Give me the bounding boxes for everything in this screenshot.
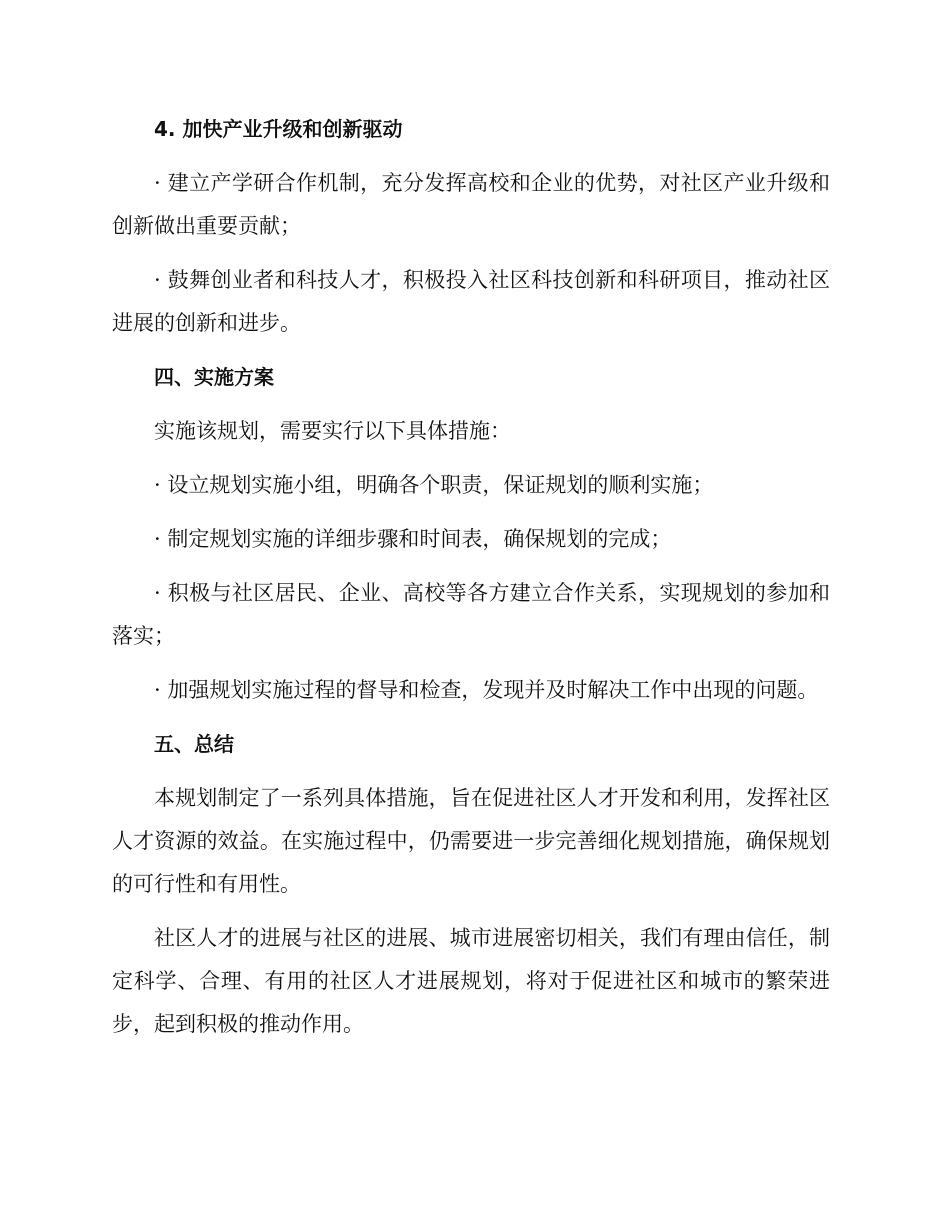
bullet-schedule: · 制定规划实施的详细步骤和时间表，确保规划的完成； xyxy=(154,527,672,551)
bullet-supervision: · 加强规划实施过程的督导和检查，发现并及时解决工作中出现的问题。 xyxy=(154,678,819,702)
bullet-entrepreneurs: · 鼓舞创业者和科技人才，积极投入社区科技创新和科研项目，推动社区进展的创新和进步。 xyxy=(112,268,830,335)
section-heading-implementation: 四、实施方案 xyxy=(154,365,274,389)
document-body xyxy=(112,108,830,1057)
bullet-industry-research: · 建立产学研合作机制，充分发挥高校和企业的优势，对社区产业升级和创新做出重要贡献； xyxy=(112,171,830,238)
summary-paragraph-2: 社区人才的进展与社区的进展、城市进展密切相关，我们有理由信任，制定科学、合理、有用的社区人才进展规划，将对于促进社区和城市的繁荣进步，起到积极的推动作用。 xyxy=(112,926,830,1036)
summary-paragraph-1: 本规划制定了一系列具体措施，旨在促进社区人才开发和利用，发挥社区人才资源的效益。在实施过程中，仍需要进一步完善细化规划措施，确保规划的可行性和有用性。 xyxy=(112,786,830,896)
bullet-cooperation: · 积极与社区居民、企业、高校等各方建立合作关系，实现规划的参加和落实； xyxy=(112,581,830,648)
section-heading-summary: 五、总结 xyxy=(154,732,234,756)
bullet-team: · 设立规划实施小组，明确各个职责，保证规划的顺利实施； xyxy=(154,473,714,497)
implementation-intro: 实施该规划，需要实行以下具体措施： xyxy=(154,419,511,443)
section-heading-4: 4. 加快产业升级和创新驱动 xyxy=(154,117,403,141)
